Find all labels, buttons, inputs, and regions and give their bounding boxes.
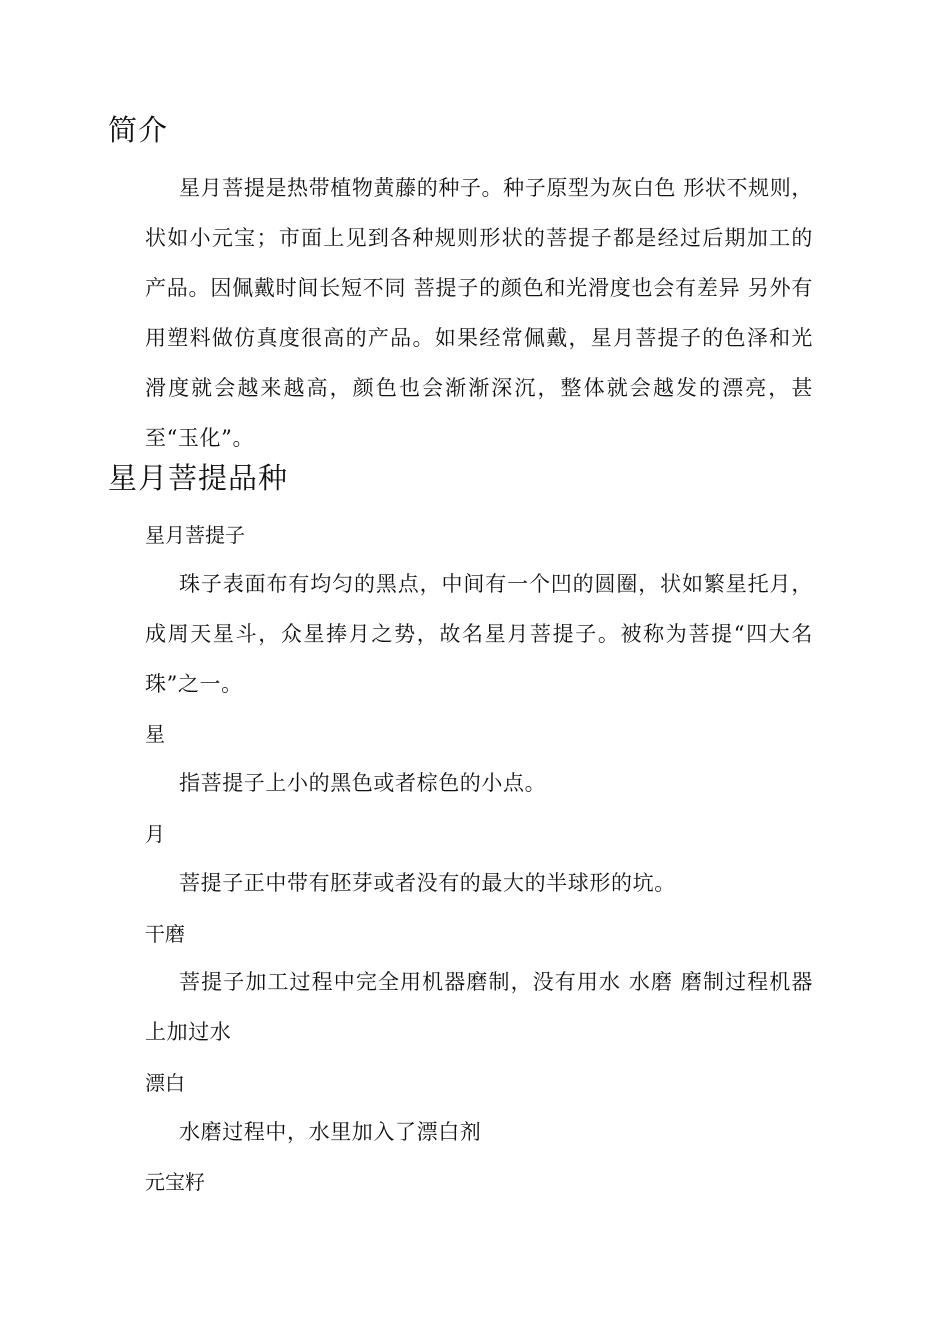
variety-title-yue: 月 [145, 822, 165, 846]
variety-text-xingyue: 珠子表面布有均匀的黑点，中间有一个凹的圆圈，状如繁星托月，成周天星斗，众星捧月之势，故名星月菩提子。被称为菩提“四大名珠”之一。 [145, 572, 813, 696]
variety-title-xingyue: 星月菩提子 [145, 523, 245, 547]
intro-paragraph: 星月菩提是热带植物黄藤的种子。种子原型为灰白色 形状不规则，状如小元宝；市面上见到各种规则形状的菩提子都是经过后期加工的产品。因佩戴时间长短不同 菩提子的颜色和光滑度也会有差异 另外有用塑料做仿真度很高的产品。如果经常佩戴，星月菩提子的色泽和光滑度就会越来越高，颜色也会渐渐深沉，整体就会越发的漂亮，甚至“玉化”。 [145, 176, 813, 450]
variety-text-yue: 菩提子正中带有胚芽或者没有的最大的半球形的坑。 [179, 871, 676, 895]
variety-title-piaobai: 漂白 [145, 1071, 185, 1095]
variety-text-piaobai: 水磨过程中，水里加入了漂白剂 [179, 1120, 482, 1144]
variety-title-yuanbaozi: 元宝籽 [145, 1170, 205, 1194]
variety-title-xing: 星 [145, 722, 165, 746]
intro-heading: 简介 [108, 113, 169, 147]
variety-text-xing: 指菩提子上小的黑色或者棕色的小点。 [179, 771, 547, 795]
variety-title-ganmo: 干磨 [145, 922, 185, 946]
variety-text-ganmo: 菩提子加工过程中完全用机器磨制，没有用水 水磨 磨制过程机器上加过水 [145, 970, 813, 1044]
varieties-heading: 星月菩提品种 [108, 461, 289, 495]
